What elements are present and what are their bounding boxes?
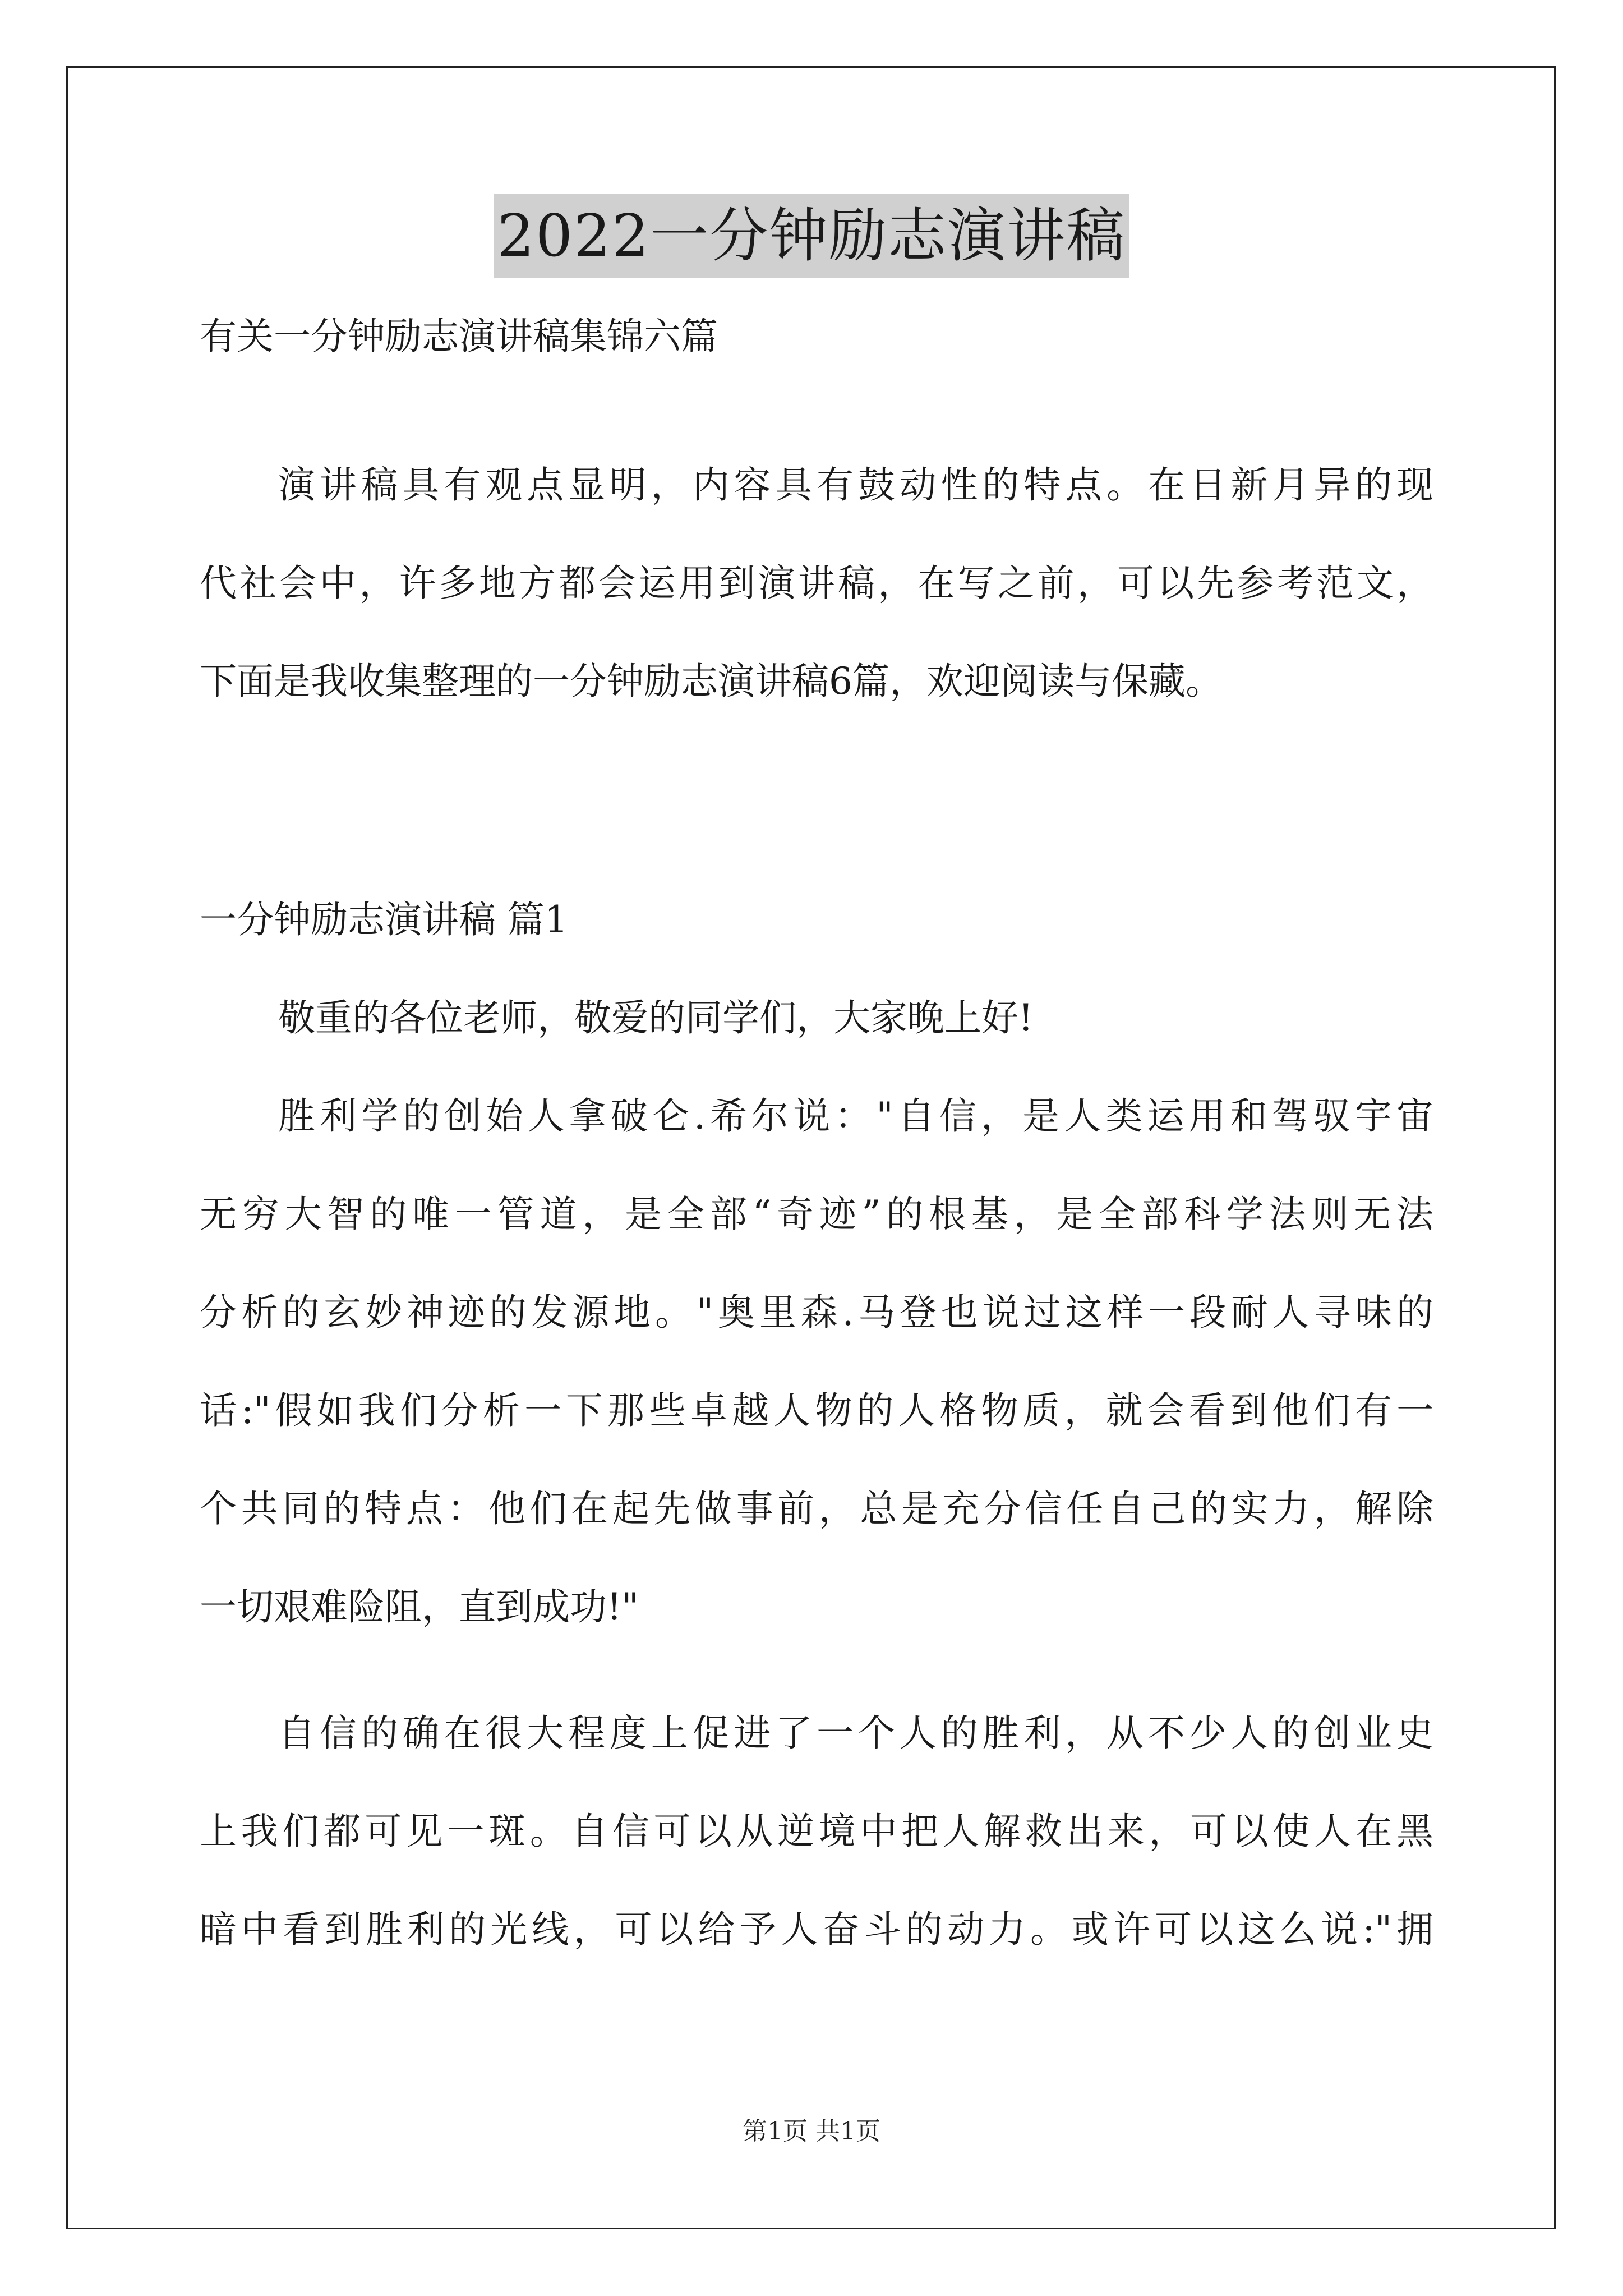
- body-line-9: 上我们都可见一斑。自信可以从逆境中把人解救出来，可以使人在黑: [200, 1810, 1433, 1853]
- body-line-4: 分析的玄妙神迹的发源地。"奥里森.马登也说过这样一段耐人寻味的: [200, 1291, 1433, 1334]
- section-heading: 一分钟励志演讲稿 篇1: [200, 898, 568, 941]
- body-line-8: 自信的确在很大程度上促进了一个人的胜利，从不少人的创业史: [278, 1711, 1433, 1755]
- intro-line-1: 演讲稿具有观点显明，内容具有鼓动性的特点。在日新月异的现: [278, 463, 1433, 507]
- intro-line-3: 下面是我收集整理的一分钟励志演讲稿6篇，欢迎阅读与保藏。: [200, 660, 1223, 703]
- body-line-3: 无穷大智的唯一管道，是全部“奇迹”的根基，是全部科学法则无法: [200, 1193, 1433, 1236]
- body-line-10: 暗中看到胜利的光线，可以给予人奋斗的动力。或许可以这么说:"拥: [200, 1908, 1433, 1951]
- body-line-1: 敬重的各位老师，敬爱的同学们，大家晚上好!: [278, 996, 1034, 1039]
- body-line-5: 话:"假如我们分析一下那些卓越人物的人格物质，就会看到他们有一: [200, 1389, 1433, 1432]
- document-title: 2022一分钟励志演讲稿: [494, 194, 1129, 278]
- intro-line-2: 代社会中，许多地方都会运用到演讲稿，在写之前，可以先参考范文，: [200, 562, 1433, 605]
- subtitle: 有关一分钟励志演讲稿集锦六篇: [200, 315, 718, 358]
- page-footer: 第1页 共1页: [743, 2117, 880, 2146]
- title-wrap: [0, 194, 1623, 278]
- body-line-7: 一切艰难险阻，直到成功!": [200, 1585, 639, 1628]
- body-line-2: 胜利学的创始人拿破仑.希尔说："自信，是人类运用和驾驭宇宙: [278, 1094, 1433, 1138]
- body-line-6: 个共同的特点：他们在起先做事前，总是充分信任自己的实力，解除: [200, 1487, 1433, 1530]
